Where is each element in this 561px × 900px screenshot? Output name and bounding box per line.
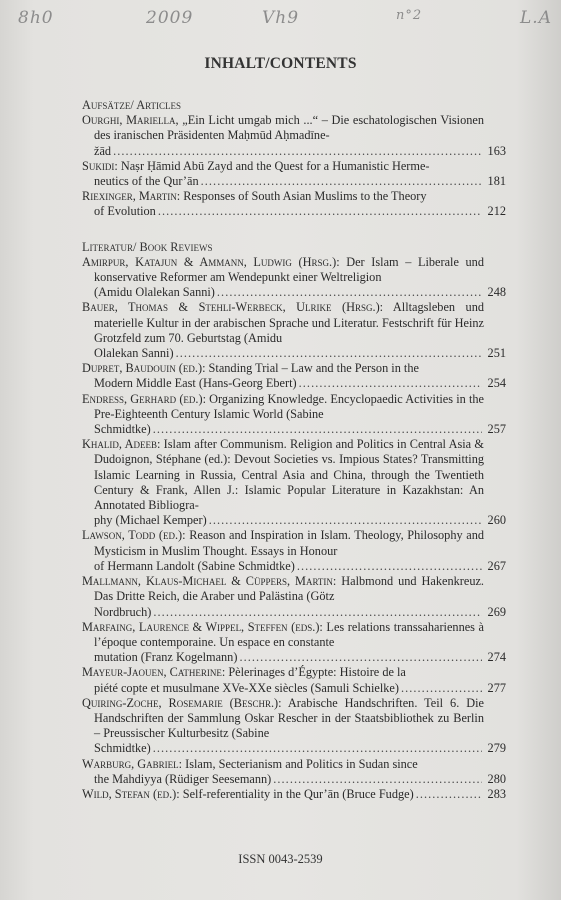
toc-entry [82, 391, 506, 438]
entry-title: Arabische Handschriften. Teil 6. Die Handschriften der Sammlung Oskar Rescher in der Staatsbibliothek zu Berlin – Preussischer Kulturbesitz (Sabine [94, 695, 484, 741]
entry-author: Riexinger, Martin: [82, 189, 181, 204]
dot-leader [176, 346, 482, 361]
entry-title-end: phy (Michael Kemper) [94, 513, 207, 528]
page-title: INHALT/CONTENTS [204, 55, 357, 72]
handwritten-note: Vh9 [262, 8, 300, 28]
entry-title: Reason and Inspiration in Islam. Theology, Philosophy and Mysticism in Muslim Thought. Essays in Honour [94, 528, 484, 558]
entry-title-end: neutics of the Qur’ān [94, 174, 199, 189]
page-number: 163 [487, 143, 506, 158]
toc-entry [82, 528, 506, 574]
toc-entry [82, 786, 506, 802]
entry-title-end: of Evolution [94, 204, 156, 219]
entry-title: Standing Trial – Law and the Person in the [205, 361, 419, 376]
entry-author: Bauer, Thomas & Stehli-Werbeck, Ulrike (Hrsg.): [82, 300, 384, 315]
entry-author: Amirpur, Katajun & Ammann, Ludwig (Hrsg.): [82, 254, 340, 269]
dot-leader [239, 650, 482, 665]
handwritten-note: L.A [520, 8, 552, 28]
entry-author: Warburg, Gabriel: [82, 756, 183, 771]
entry-title: „Ein Licht umgab mich ...“ – Die eschatologischen Visionen des iranischen Präsidenten Maḥmūd Aḥmadīne- [94, 113, 484, 143]
dot-leader [201, 174, 482, 189]
table-of-contents [82, 98, 506, 802]
handwritten-note: 2009 [146, 8, 194, 28]
entry-title-end: Schmidtke) [94, 422, 151, 437]
entry-author: Ourghi, Mariella, [82, 113, 179, 128]
dot-leader [158, 204, 482, 219]
toc-entry [82, 437, 506, 528]
entry-author: Khalid, Adeeb: [82, 437, 161, 452]
dot-leader [416, 787, 482, 802]
dot-leader [209, 513, 482, 528]
entry-title: Responses of South Asian Muslims to the Theory [180, 189, 427, 204]
entry-title: Islam after Communism. Religion and Politics in Central Asia & Dudoignon, Stéphane (ed.): Devout Societies vs. Impious States? Transmitting Islamic Learning in Russia, Central Asia and China, through the Twentieth Century & Frank, Allen J.: Islamic Popular Literature in Kazakhstan: An Annotated Bibliogra- [94, 437, 484, 513]
toc-entry [82, 695, 506, 757]
page-number: 269 [487, 604, 506, 619]
dot-leader [113, 144, 482, 159]
entry-author: Mayeur-Jaouen, Catherine: [82, 665, 226, 680]
toc-entry [82, 574, 506, 620]
entry-title: Halbmond und Hakenkreuz. Das Dritte Reich, die Araber und Palästina (Götz [94, 574, 484, 604]
section-heading: Literatur/ Book Reviews [82, 239, 213, 254]
entry-title-end: piété copte et musulmane XVe-XXe siècles (Samuli Schielke) [94, 680, 399, 695]
entry-author: Quiring-Zoche, Rosemarie (Beschr.): [82, 695, 282, 710]
entry-author: Marfaing, Laurence & Wippel, Steffen (eds.): [82, 619, 323, 634]
entry-title: Alltagsleben und materielle Kultur in der arabischen Sprache und Literatur. Festschrift für Heinz Grotzfeld zum 70. Geburtstag (Amidu [94, 300, 484, 345]
page-number: 257 [487, 422, 506, 437]
page-number: 267 [487, 558, 506, 573]
entry-title-end: (Amidu Olalekan Sanni) [94, 285, 215, 300]
entry-title: Self-referentiality in the Qur’ān (Bruce Fudge) [179, 786, 414, 801]
dot-leader [217, 285, 482, 300]
entry-title-end: mutation (Franz Kogelmann) [94, 650, 238, 665]
toc-entry [82, 361, 506, 391]
page-number: 274 [487, 650, 506, 665]
entry-author: Lawson, Todd (ed.): [82, 528, 186, 543]
page-number: 277 [487, 680, 506, 695]
page-number: 181 [487, 174, 506, 189]
handwritten-note: 8h0 [18, 8, 54, 28]
dot-leader [401, 681, 482, 696]
toc-entry [82, 158, 506, 189]
entry-author: Mallmann, Klaus-Michael & Cüppers, Martin: [82, 574, 337, 589]
entry-title: Pèlerinages d’Égypte: Histoire de la [225, 665, 406, 680]
section-heading: Aufsätze/ Articles [82, 98, 182, 112]
entry-title-end: Schmidtke) [94, 741, 151, 756]
entry-title-end: Olalekan Sanni) [94, 346, 174, 361]
toc-entry [82, 756, 506, 787]
page-number: 254 [487, 376, 506, 391]
entry-title: Islam, Secterianism and Politics in Sudan since [182, 756, 418, 771]
entry-author: Endress, Gerhard (ed.): [82, 391, 206, 406]
entry-title-end: the Mahdiyya (Rüdiger Seesemann) [94, 771, 272, 786]
toc-entry [82, 113, 506, 159]
dot-leader [153, 422, 482, 437]
entry-title: Les relations transsahariennes à l’époque contemporaine. Un espace en constante [94, 619, 485, 649]
entry-title-end: of Hermann Landolt (Sabine Schmidtke) [94, 558, 295, 573]
dot-leader [297, 559, 482, 574]
toc-entry [82, 189, 506, 219]
entry-author: Dupret, Baudouin (ed.): [82, 361, 206, 376]
toc-entry [82, 665, 506, 695]
page-number: 260 [487, 513, 506, 528]
dot-leader [273, 772, 482, 787]
dot-leader [299, 376, 482, 391]
handwritten-note: n°2 [396, 8, 423, 23]
dot-leader [153, 741, 482, 756]
dot-leader [153, 605, 482, 620]
page-number: 280 [487, 771, 506, 786]
entry-title: Der Islam – Liberale und konservative Reformer am Wendepunkt einer Weltreligion [94, 254, 484, 285]
issn: ISSN 0043-2539 [238, 852, 323, 866]
entry-title: Naṣr Ḥāmid Abū Zayd and the Quest for a Humanistic Herme- [117, 158, 430, 173]
entry-author: Sukidi: [82, 158, 118, 173]
toc-entry [82, 300, 506, 361]
page-number: 283 [487, 786, 506, 801]
page-number: 279 [487, 741, 506, 756]
toc-entry [82, 254, 506, 301]
entry-author: Wild, Stefan (ed.): [82, 786, 180, 801]
entry-title-end: Nordbruch) [94, 604, 152, 619]
page-number: 212 [487, 204, 506, 219]
entry-title: Organizing Knowledge. Encyclopaedic Activities in the Pre-Eighteenth Century Islamic World (Sabine [94, 391, 484, 421]
toc-entry [82, 619, 506, 666]
entry-title-end: Modern Middle East (Hans-Georg Ebert) [94, 376, 297, 391]
page-number: 251 [487, 346, 506, 361]
page-number: 248 [487, 285, 506, 300]
entry-title-end: žād [94, 143, 112, 158]
